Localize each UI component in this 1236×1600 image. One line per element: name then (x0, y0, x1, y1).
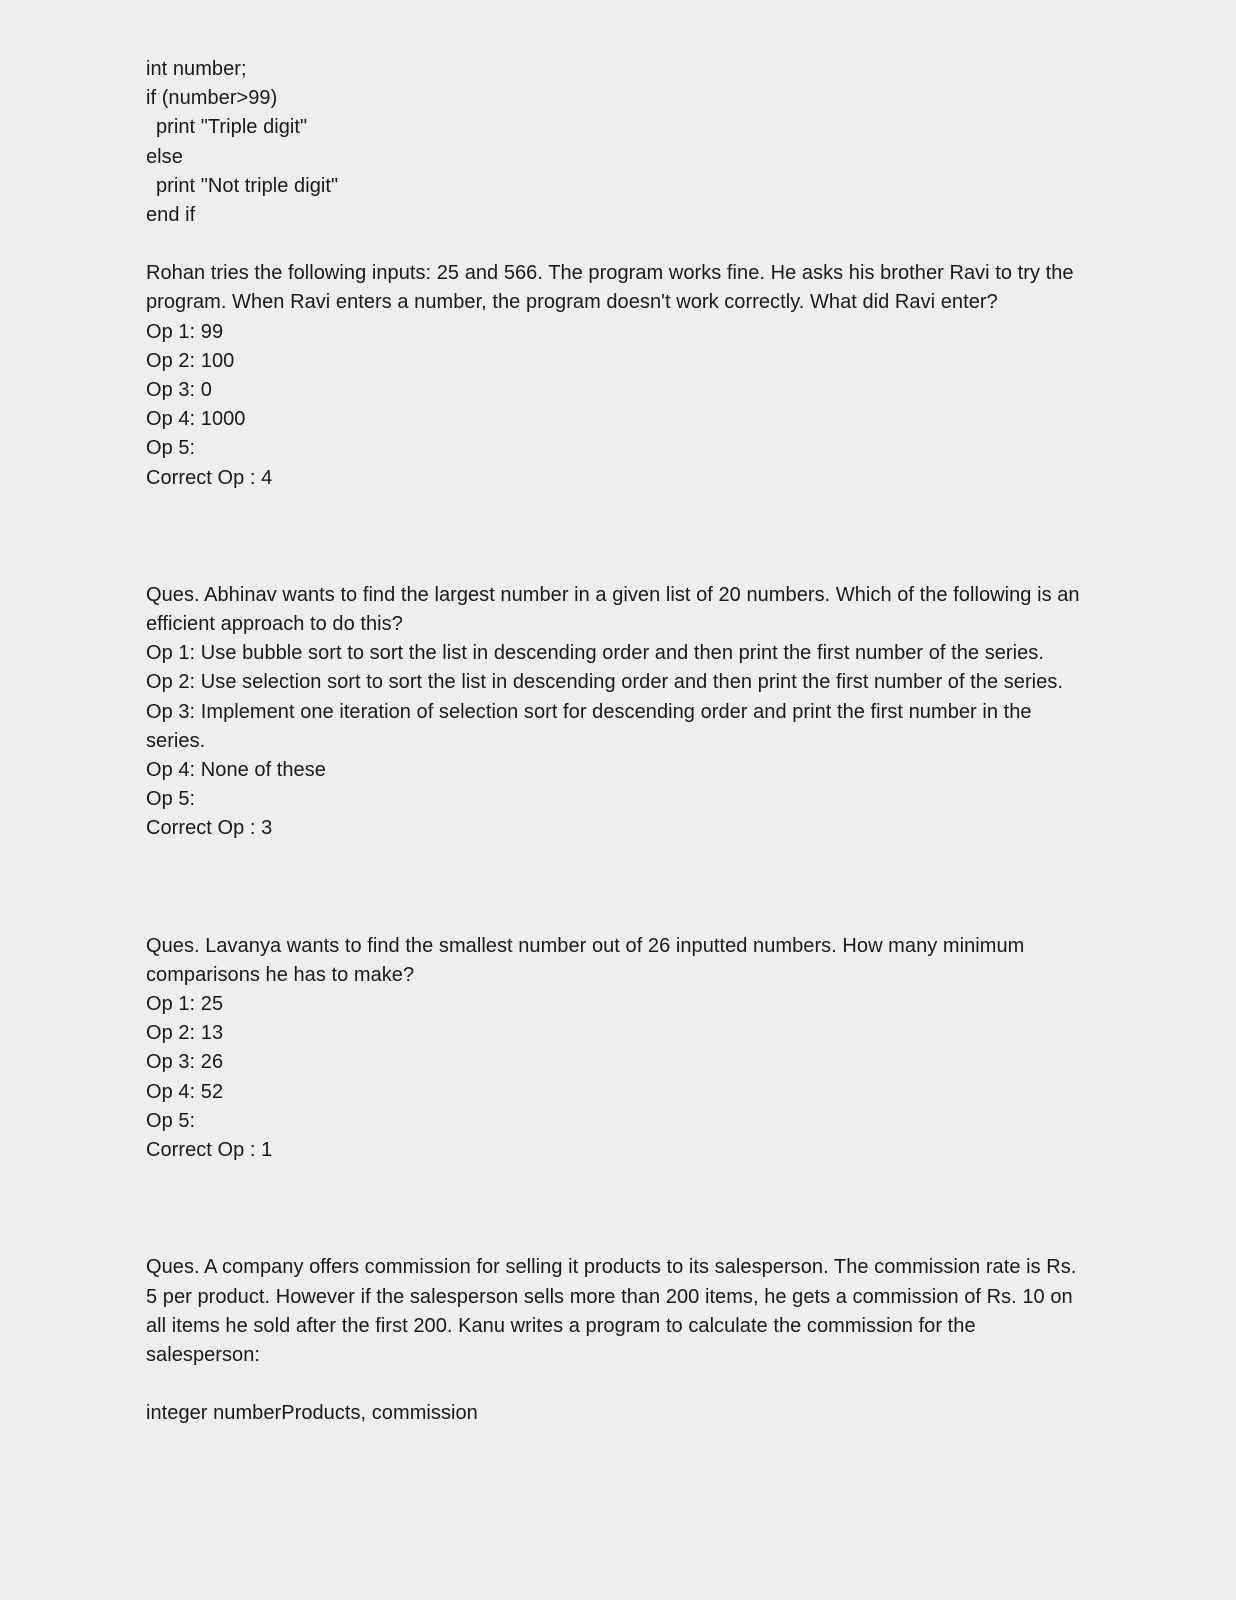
question-text: Ques. Abhinav wants to find the largest number in a given list of 20 numbers. Which of the following is an efficient approach to do this? (146, 583, 1080, 636)
code-line: integer numberProducts, commission (146, 1402, 478, 1425)
option: Op 2: 13 (146, 1022, 224, 1045)
question-text: Rohan tries the following inputs: 25 and 566. The program works fine. He asks his brother Ravi to try the program. When Ravi enters a number, the program doesn't work correctly. What did Ravi enter? (146, 262, 1074, 314)
option: Op 4: None of these (146, 759, 326, 782)
option: Op 5: (146, 788, 196, 811)
question-block (146, 259, 1086, 493)
question-block (146, 932, 1086, 1166)
code-line: end if (146, 204, 196, 227)
question-block (146, 581, 1086, 844)
option: Op 2: 100 (146, 349, 235, 372)
option: Op 3: 0 (146, 379, 212, 402)
option: Op 4: 52 (146, 1080, 224, 1103)
option: Op 5: (146, 437, 196, 460)
code-line: int number; (146, 58, 247, 80)
code-line: if (number>99) (146, 87, 278, 110)
option: Op 2: Use selection sort to sort the list in descending order and then print the first number of the series. (146, 671, 1063, 694)
code-line: else (146, 145, 183, 168)
option: Op 4: 1000 (146, 408, 246, 431)
question-block (146, 1253, 1086, 1428)
code-line: print "Triple digit" (156, 116, 308, 139)
correct-answer: Correct Op : 4 (146, 466, 273, 489)
option: Op 1: 25 (146, 993, 224, 1016)
question-text: Ques. A company offers commission for selling it products to its salesperson. The commission rate is Rs. 5 per product. However if the salesperson sells more than 200 items, he gets a commission of Rs. 10 on all items he sold after the first 200. Kanu writes a program to calculate the commission for the salesperson: (146, 1256, 1077, 1366)
option: Op 3: Implement one iteration of selection sort for descending order and print the first number in the series. (146, 700, 1032, 752)
option: Op 1: Use bubble sort to sort the list in descending order and then print the first number of the series. (146, 642, 1044, 665)
code-block (146, 55, 1086, 230)
option: Op 3: 26 (146, 1051, 224, 1074)
option: Op 5: (146, 1109, 196, 1132)
correct-answer: Correct Op : 1 (146, 1139, 273, 1162)
option: Op 1: 99 (146, 320, 224, 343)
question-text: Ques. Lavanya wants to find the smallest number out of 26 inputted numbers. How many minimum comparisons he has to make? (146, 934, 1025, 986)
code-line: print "Not triple digit" (156, 174, 339, 197)
correct-answer: Correct Op : 3 (146, 817, 273, 840)
